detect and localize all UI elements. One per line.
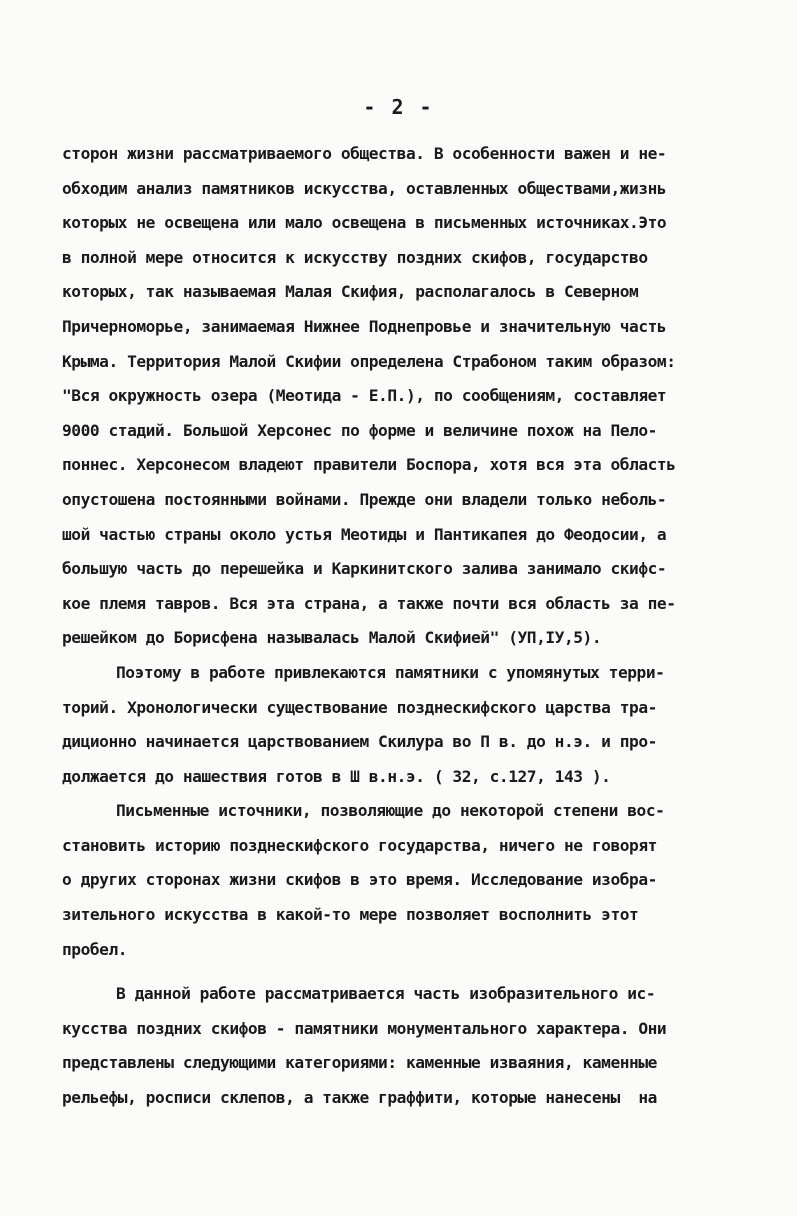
page-number: - 2 - [363,95,434,119]
text-line: поннес. Херсонесом владеют правители Боспора, хотя вся эта область [62,455,676,475]
text-line: решейком до Борисфена называлась Малой Скифией" (УП,IУ,5). [62,628,602,648]
text-line: становить историю позднескифского государства, ничего не говорят [62,835,657,855]
text-line: торий. Хронологически существование позднескифского царства тра- [62,697,657,717]
text-line: шой частью страны около устья Меотиды и Пантикапея до Феодосии, а [62,524,667,544]
text-line: о других сторонах жизни скифов в это время. Исследование изобра- [62,870,657,890]
text-line: представлены следующими категориями: каменные изваяния, каменные [62,1053,657,1073]
text-line: пробел. [62,939,128,959]
paragraph-start-line: Письменные источники, позволяющие до некоторой степени вос- [116,801,665,821]
text-line: которых, так называемая Малая Скифия, располагалось в Северном [62,282,639,302]
text-line: в полной мере относится к искусству поздних скифов, государство [62,247,648,267]
text-line: которых не освещена или мало освещена в письменных источниках.Это [62,213,667,233]
text-line: кусства поздних скифов - памятники монументального характера. Они [62,1018,667,1038]
paragraph-gap [62,967,762,977]
text-line: "Вся окружность озера (Меотида - Е.П.), по сообщениям, составляет [62,386,667,406]
text-line: кое племя тавров. Вся эта страна, а также почти вся область за пе- [62,593,676,613]
text-line: обходим анализ памятников искусства, оставленных обществами,жизнь [62,178,667,198]
text-line: должается до нашествия готов в Ш в.н.э. ( 32, с.127, 143 ). [62,766,611,786]
text-line: 9000 стадий. Большой Херсонес по форме и величине похож на Пело- [62,420,657,440]
text-line: большую часть до перешейка и Каркинитского залива занимало скифс- [62,559,667,579]
text-line: Причерноморье, занимаемая Нижнее Поднепровье и значительную часть [62,316,667,336]
text-line: опустошена постоянными войнами. Прежде они владели только неболь- [62,489,667,509]
paragraph-start-line: В данной работе рассматривается часть изобразительного ис- [116,984,656,1004]
text-line: зительного искусства в какой-то мере позволяет восполнить этот [62,905,639,925]
paragraph-start-line: Поэтому в работе привлекаются памятники с упомянутых терри- [116,662,665,682]
text-line: Крыма. Территория Малой Скифии определена Страбоном таким образом: [62,351,676,371]
text-line: диционно начинается царствованием Скилура во П в. до н.э. и про- [62,732,657,752]
text-line: сторон жизни рассматриваемого общества. В особенности важен и не- [62,144,667,163]
body-text [62,137,762,1116]
text-line: рельефы, росписи склепов, а также граффити, которые нанесены на [62,1088,657,1108]
